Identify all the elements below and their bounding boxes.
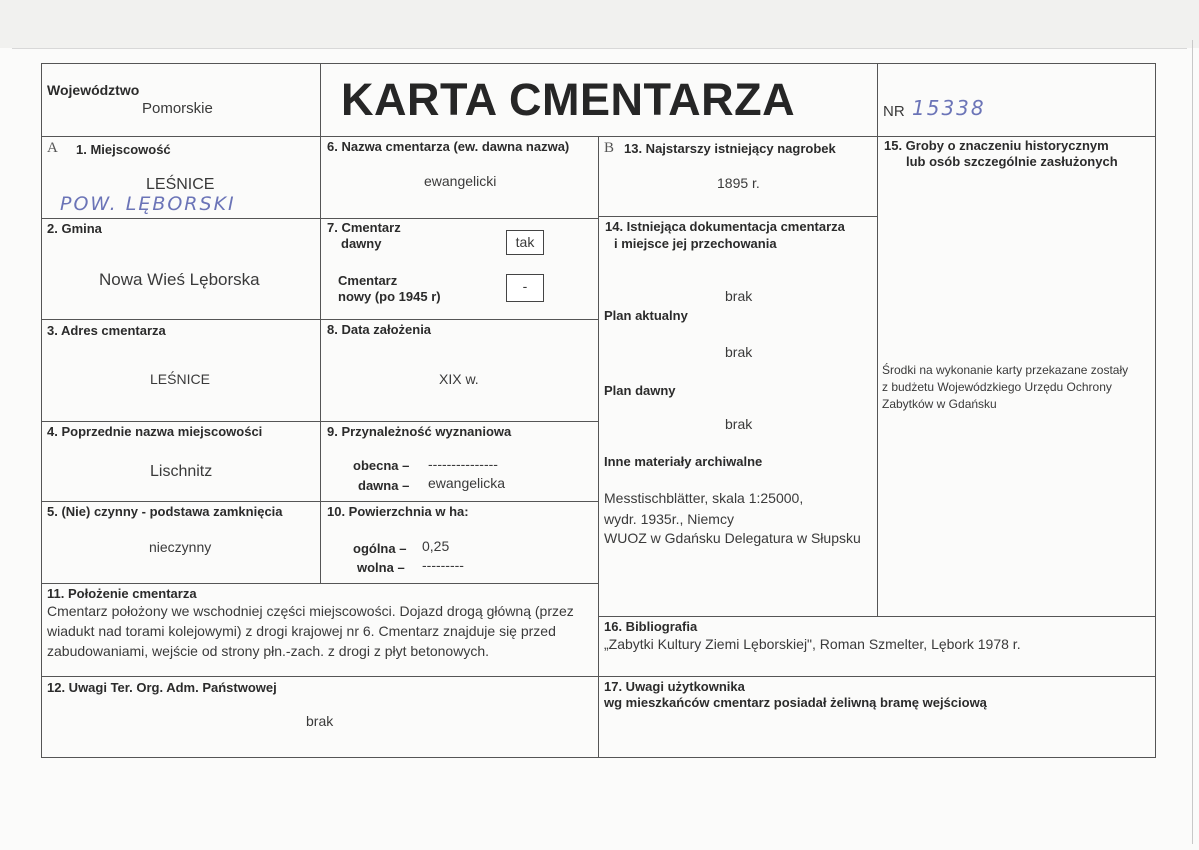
- page-edge-right: [1192, 40, 1193, 844]
- founded-date-value: XIX w.: [439, 371, 479, 387]
- location-label: 11. Położenie cmentarza: [47, 586, 197, 601]
- former-plan-value: brak: [725, 416, 753, 432]
- cemetery-name-label: 6. Nazwa cmentarza (ew. dawna nazwa): [327, 139, 570, 154]
- new-cemetery-box: -: [506, 274, 544, 302]
- card-title: KARTA CMENTARZA: [341, 74, 796, 125]
- locality-handwritten-note: POW. LĘBORSKI: [60, 193, 236, 215]
- denomination-current-value: ---------------: [428, 456, 498, 472]
- user-remarks-value: wg mieszkańców cmentarz posiadał żeliwną bramę wejściową: [604, 695, 987, 710]
- bibliography-value: „Zabytki Kultury Ziemi Lęborskiej", Roman Szmelter, Lębork 1978 r.: [604, 636, 1021, 652]
- funding-note-line: Środki na wykonanie karty przekazane zostały: [882, 363, 1129, 377]
- grid-line: [320, 63, 321, 584]
- user-remarks-label: 17. Uwagi użytkownika: [604, 679, 745, 694]
- oldest-tombstone-label: 13. Najstarszy istniejący nagrobek: [624, 141, 836, 156]
- active-status-value: nieczynny: [149, 539, 212, 555]
- grid-line: [598, 136, 599, 758]
- cemetery-type-old-label: dawny: [341, 236, 382, 251]
- former-plan-label: Plan dawny: [604, 383, 676, 398]
- voivodeship-label: Województwo: [47, 82, 140, 98]
- address-label: 3. Adres cmentarza: [47, 323, 166, 338]
- locality-value: LEŚNICE: [146, 176, 215, 193]
- area-label: 10. Powierzchnia w ha:: [327, 504, 469, 519]
- locality-label: 1. Miejscowość: [76, 142, 171, 157]
- section-letter-a: A: [47, 140, 58, 156]
- previous-name-label: 4. Poprzednie nazwa miejscowości: [47, 424, 263, 439]
- location-text-line: wiadukt nad torami kolejowymi) z drogi krajowej nr 6. Cmentarz znajduje się przed: [47, 623, 556, 639]
- grid-line: [598, 616, 1156, 617]
- denomination-former-label: dawna –: [358, 478, 410, 493]
- grid-line: [41, 421, 598, 422]
- cemetery-type-new-label: Cmentarz: [338, 273, 398, 288]
- grid-line: [41, 319, 598, 320]
- area-free-label: wolna –: [357, 560, 405, 575]
- nr-handwritten-value: 15338: [912, 96, 986, 120]
- other-materials-label: Inne materiały archiwalne: [604, 454, 763, 469]
- nr-label: NR: [883, 103, 905, 120]
- grid-line: [41, 218, 598, 219]
- denomination-label: 9. Przynależność wyznaniowa: [327, 424, 512, 439]
- other-materials-line: wydr. 1935r., Niemcy: [604, 511, 734, 527]
- section-letter-b: B: [604, 140, 615, 156]
- area-total-value: 0,25: [422, 538, 450, 554]
- denomination-current-label: obecna –: [353, 458, 410, 473]
- admin-remarks-value: brak: [306, 713, 334, 729]
- previous-name-value: Lischnitz: [150, 463, 213, 480]
- commune-label: 2. Gmina: [47, 221, 102, 236]
- grid-line: [598, 216, 877, 217]
- cemetery-type-label: 7. Cmentarz: [327, 220, 401, 235]
- documentation-value: brak: [725, 288, 753, 304]
- voivodeship-value: Pomorskie: [142, 100, 213, 117]
- current-plan-label: Plan aktualny: [604, 308, 688, 323]
- location-text-line: Cmentarz położony we wschodniej części miejscowości. Dojazd drogą główną (przez: [47, 603, 574, 619]
- location-text-line: zabudowaniami, wejście od strony płn.-zach. z drogi z płyt betonowych.: [47, 643, 489, 659]
- admin-remarks-label: 12. Uwagi Ter. Org. Adm. Państwowej: [47, 680, 277, 695]
- denomination-former-value: ewangelicka: [428, 475, 506, 491]
- area-free-value: ---------: [422, 557, 464, 573]
- cemetery-type-new-period: nowy (po 1945 r): [338, 289, 441, 304]
- current-plan-value: brak: [725, 344, 753, 360]
- grid-line: [877, 63, 878, 616]
- oldest-tombstone-value: 1895 r.: [717, 175, 760, 191]
- other-materials-line: Messtischblätter, skala 1:25000,: [604, 490, 804, 506]
- founded-date-label: 8. Data założenia: [327, 322, 432, 337]
- address-value: LEŚNICE: [150, 371, 210, 387]
- graves-label-line2: lub osób szczególnie zasłużonych: [906, 154, 1118, 169]
- cemetery-name-value: ewangelicki: [424, 173, 497, 189]
- documentation-label: 14. Istniejąca dokumentacja cmentarza: [605, 219, 845, 234]
- grid-line: [41, 583, 598, 584]
- bibliography-label: 16. Bibliografia: [604, 619, 698, 634]
- documentation-label-line2: i miejsce jej przechowania: [614, 236, 777, 251]
- active-status-label: 5. (Nie) czynny - podstawa zamknięcia: [47, 504, 283, 519]
- grid-line: [41, 676, 1156, 677]
- funding-note-line: Zabytków w Gdańsku: [882, 397, 997, 411]
- commune-value: Nowa Wieś Lęborska: [99, 270, 260, 289]
- other-materials-line: WUOZ w Gdańsku Delegatura w Słupsku: [604, 530, 861, 546]
- graves-label: 15. Groby o znaczeniu historycznym: [884, 138, 1109, 153]
- funding-note-line: z budżetu Wojewódzkiego Urzędu Ochrony: [882, 380, 1112, 394]
- old-cemetery-box: tak: [506, 230, 544, 255]
- page-edge: [12, 48, 1187, 49]
- area-total-label: ogólna –: [353, 541, 407, 556]
- grid-line: [41, 501, 598, 502]
